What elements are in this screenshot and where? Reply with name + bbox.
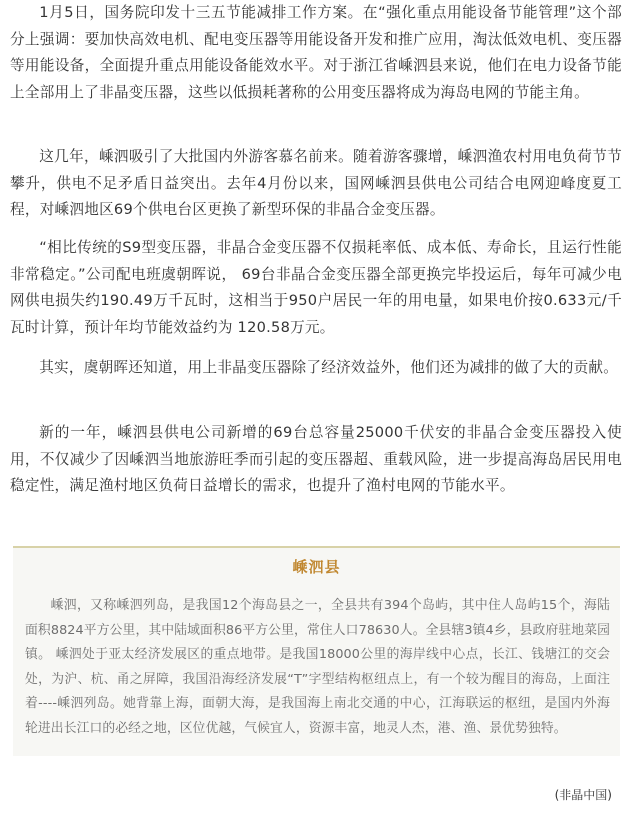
article-paragraph: “相比传统的S9型变压器，非晶合金变压器不仅损耗率低、成本低、寿命长，且运行性能非常稳定。”公司配电班虞朝晖说， 69台非晶合金变压器全部更换完毕投运后，每年可减少电网供电损失约190.49万千瓦时，这相当于950户居民一年的用电量，如果电价按0.633元/千瓦时计算，预计年均节能效益约为 120.58万元。 xyxy=(10,239,622,336)
article-paragraph: 这几年，嵊泗吸引了大批国内外游客慕名前来。随着游客骤增，嵊泗渔农村用电负荷节节攀升，供电不足矛盾日益突出。去年4月份以来，国网嵊泗县供电公司结合电网迎峰度夏工程，对嵊泗地区69个供电台区更换了新型环保的非晶合金变压器。 xyxy=(10,148,622,218)
info-box-text: 嵊泗，又称嵊泗列岛，是我国12个海岛县之一，全县共有394个岛屿，其中住人岛屿15个，海陆面积8824平方公里，其中陆域面积86平方公里，常住人口78630人。全县辖3镇4乡，县政府驻地菜园镇。 嵊泗处于亚太经济发展区的重点地带。是我国18000公里的海岸线中心点，长江、钱塘江的交会处，为沪、杭、甬之屏障，我国沿海经济发展“T”字型结构枢纽点上，有一个较为醒目的海岛，上面注着----嵊泗列岛。她背靠上海，面朝大海，是我国海上南北交通的中心，江海联运的枢纽，是国内外海轮进出长江口的必经之地，区位优越，气候宜人，资源丰富，地灵人杰，港、渔、景优势独特。 xyxy=(25,598,610,736)
article-paragraph: 新的一年，嵊泗县供电公司新增的69台总容量25000千伏安的非晶合金变压器投入使用，不仅减少了因嵊泗当地旅游旺季而引起的变压器超、重载风险，进一步提高海岛居民用电稳定性，满足渔村地区负荷日益增长的需求，也提升了渔村电网的节能水平。 xyxy=(10,424,622,494)
article-paragraph: 1月5日，国务院印发十三五节能减排工作方案。在“强化重点用能设备节能管理”这个部分上强调：要加快高效电机、配电变压器等用能设备开发和推广应用，淘汰低效电机、变压器等用能设备，全面提升重点用能设备能效水平。对于浙江省嵊泗县来说，他们在电力设备节能上全部用上了非晶变压器，这些以低损耗著称的公用变压器将成为海岛电网的节能主角。 xyxy=(10,4,622,101)
county-info-box xyxy=(13,546,620,756)
info-box-title: 嵊泗县 xyxy=(292,558,341,576)
article-paragraph: 其实，虞朝晖还知道，用上非晶变压器除了经济效益外，他们还为减排的做了大的贡献。 xyxy=(39,359,619,376)
source-credit: (非晶中国) xyxy=(554,788,612,802)
